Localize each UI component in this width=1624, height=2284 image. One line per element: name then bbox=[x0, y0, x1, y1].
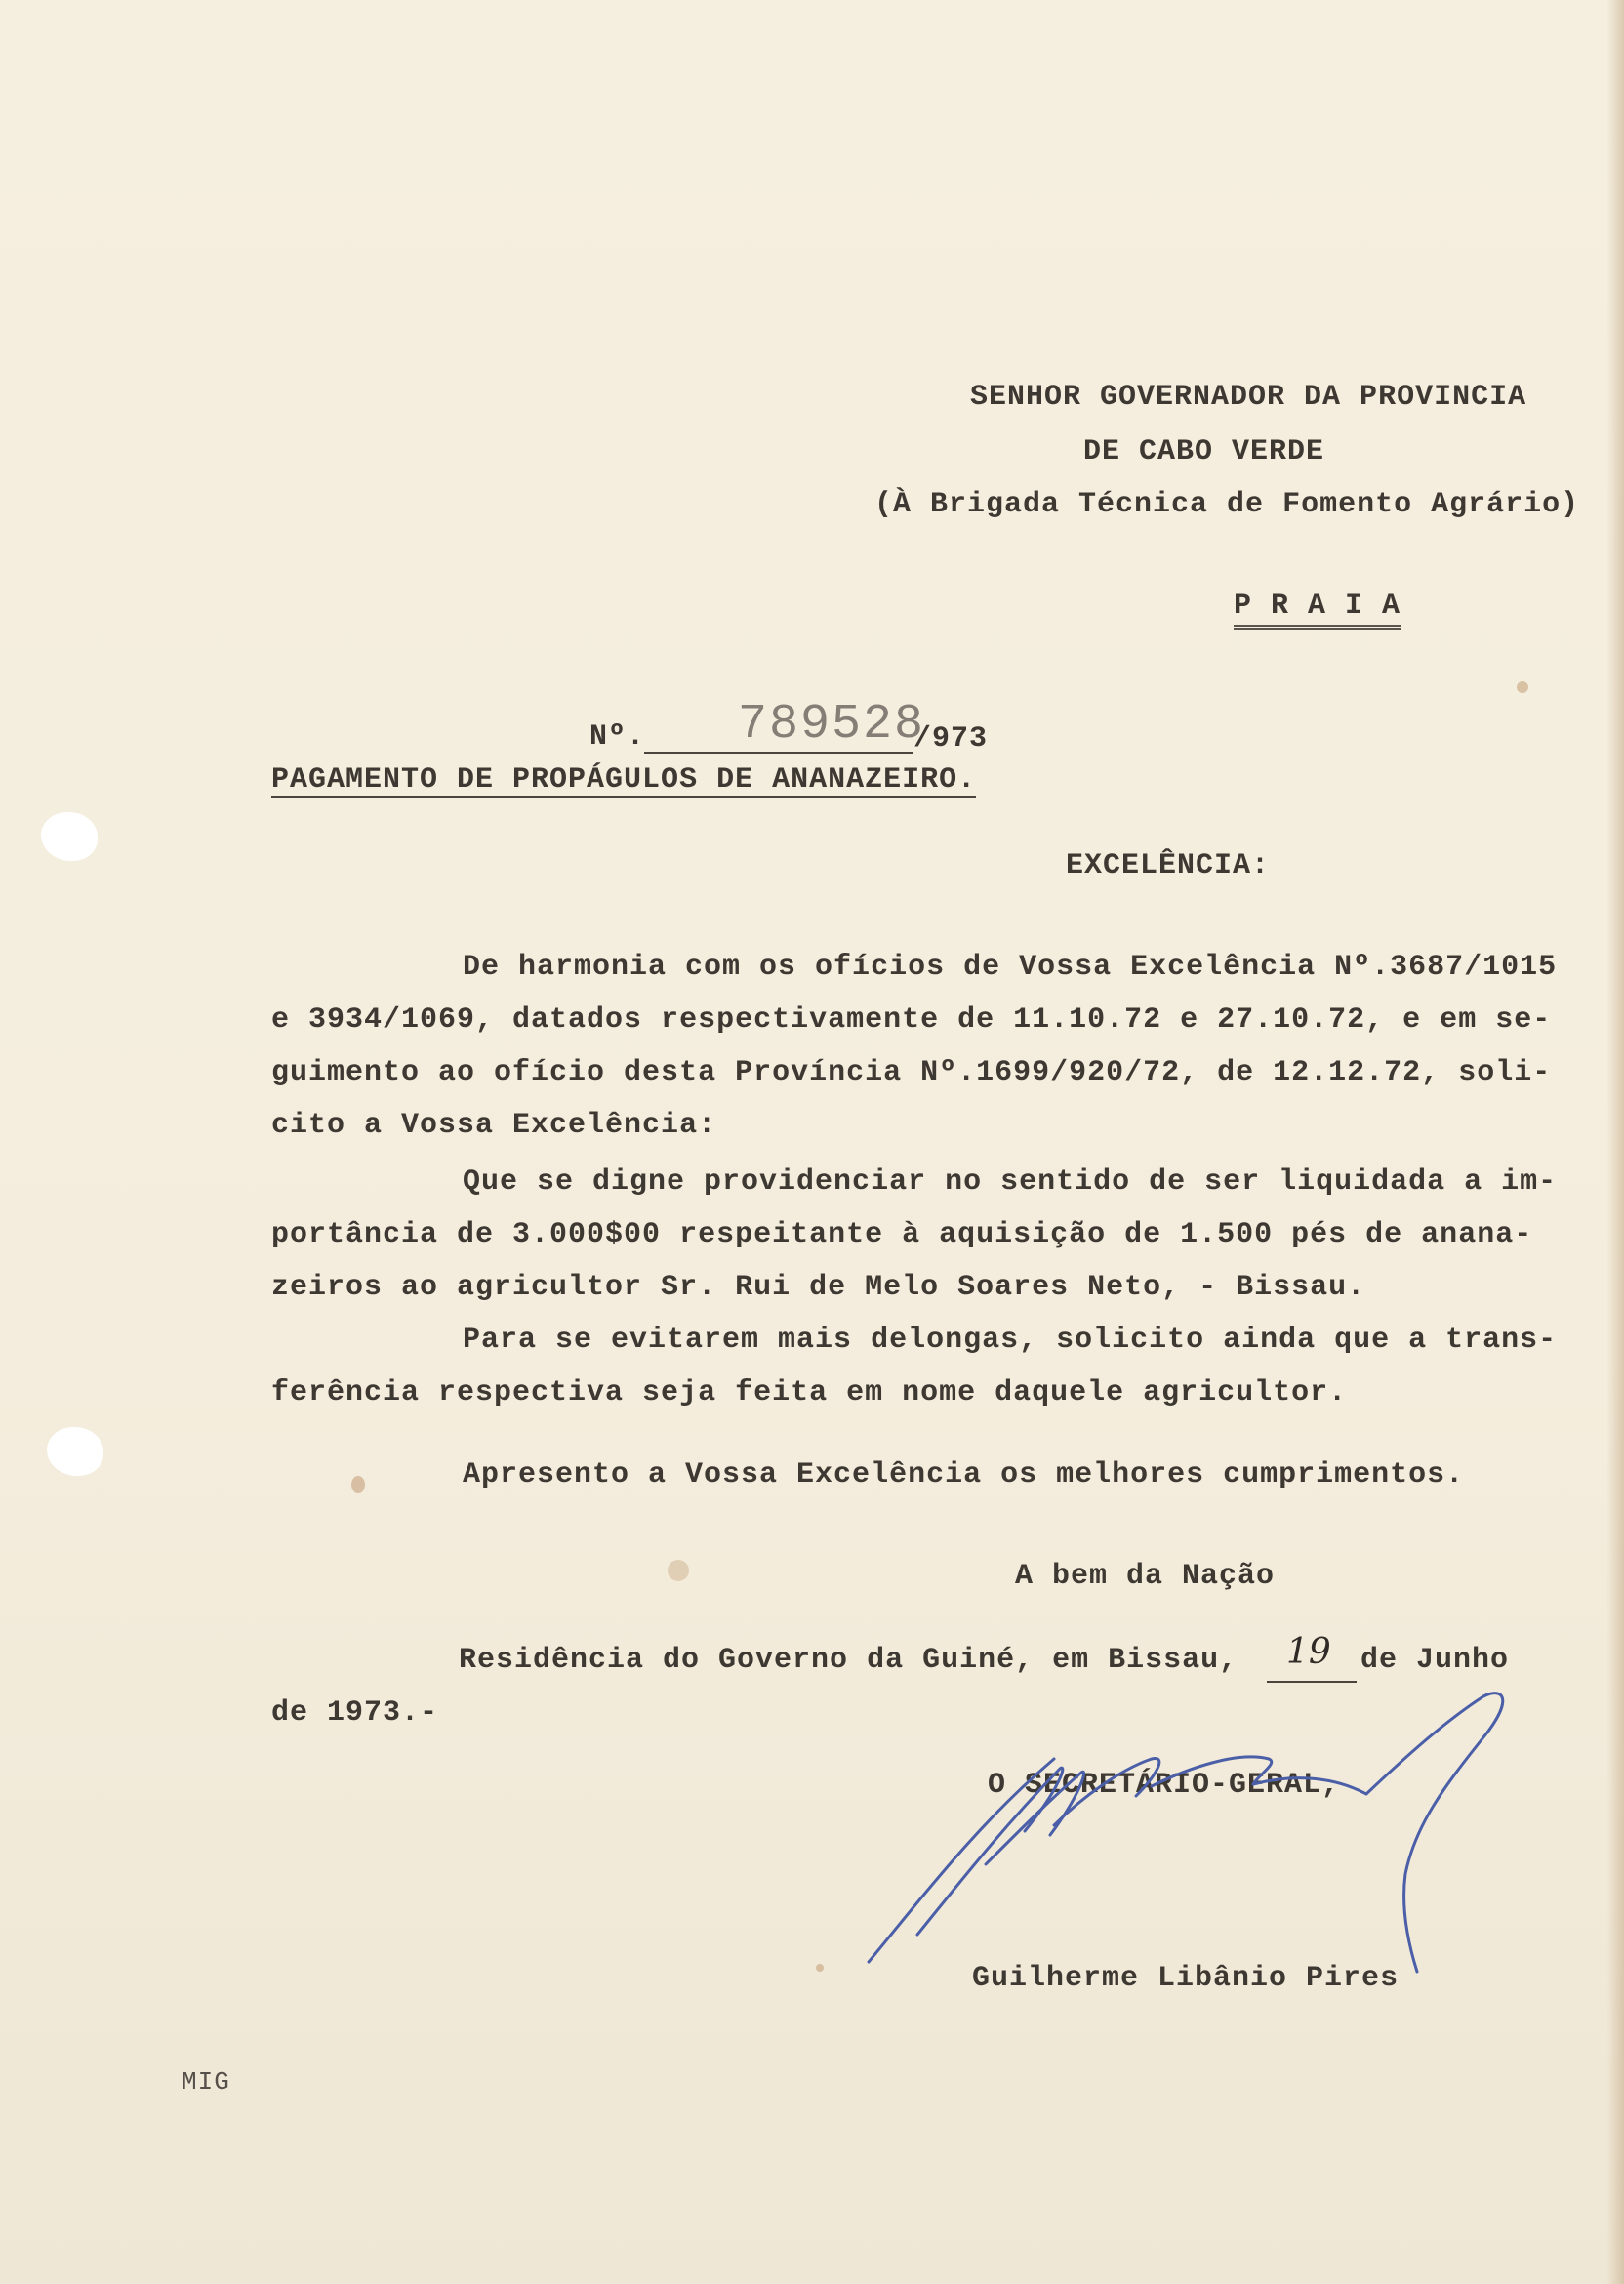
stain bbox=[1517, 681, 1528, 693]
addressee-city: P R A I A bbox=[1234, 590, 1401, 630]
body-line: De harmonia com os ofícios de Vossa Excelência Nº.3687/1015 bbox=[463, 951, 1558, 984]
body-line: e 3934/1069, datados respectivamente de 11.10.72 e 27.10.72, e em se- bbox=[271, 1003, 1552, 1037]
stain bbox=[351, 1476, 365, 1493]
salutation: EXCELÊNCIA: bbox=[1066, 849, 1271, 882]
body-line: Que se digne providenciar no sentido de ser liquidada a im- bbox=[463, 1165, 1558, 1199]
addressee-line-1: SENHOR GOVERNADOR DA PROVINCIA bbox=[970, 381, 1527, 414]
body-line: cito a Vossa Excelência: bbox=[271, 1109, 717, 1142]
place-date-suffix: de Junho bbox=[1360, 1644, 1510, 1677]
body-line: ferência respectiva seja feita em nome daquele agricultor. bbox=[271, 1376, 1348, 1409]
paper-edge bbox=[1606, 0, 1624, 2284]
addressee-line-2: DE CABO VERDE bbox=[1083, 435, 1325, 469]
reference-prefix: Nº. bbox=[589, 720, 646, 754]
stain bbox=[816, 1964, 824, 1972]
body-line: zeiros ao agricultor Sr. Rui de Melo Soares Neto, - Bissau. bbox=[271, 1271, 1366, 1304]
subject-line: PAGAMENTO DE PROPÁGULOS DE ANANAZEIRO. bbox=[271, 763, 977, 796]
body-line: Para se evitarem mais delongas, solicito ainda que a trans- bbox=[463, 1324, 1558, 1357]
addressee-line-3: (À Brigada Técnica de Fomento Agrário) bbox=[874, 488, 1580, 521]
stain bbox=[668, 1560, 689, 1581]
body-line: portância de 3.000$00 respeitante à aquisição de 1.500 pés de anana- bbox=[271, 1218, 1533, 1251]
typist-initials: MIG bbox=[182, 2067, 230, 2097]
punch-hole bbox=[41, 812, 98, 861]
handwritten-day: 19 bbox=[1286, 1632, 1331, 1672]
place-date-year: de 1973.- bbox=[271, 1696, 439, 1730]
reference-number-stamp: 789528 bbox=[738, 697, 926, 753]
body-line: guimento ao ofício desta Província Nº.1699/920/72, de 12.12.72, soli- bbox=[271, 1056, 1552, 1089]
handwritten-signature bbox=[859, 1679, 1562, 1991]
punch-hole bbox=[47, 1427, 103, 1476]
closing: A bem da Nação bbox=[1015, 1560, 1276, 1593]
place-date-prefix: Residência do Governo da Guiné, em Bissau, bbox=[459, 1644, 1238, 1677]
reference-suffix: /973 bbox=[914, 722, 989, 755]
body-line: Apresento a Vossa Excelência os melhores cumprimentos. bbox=[463, 1458, 1465, 1491]
signatory-title: O SECRETÁRIO-GERAL, bbox=[988, 1769, 1341, 1802]
signatory-name: Guilherme Libânio Pires bbox=[972, 1962, 1400, 1995]
